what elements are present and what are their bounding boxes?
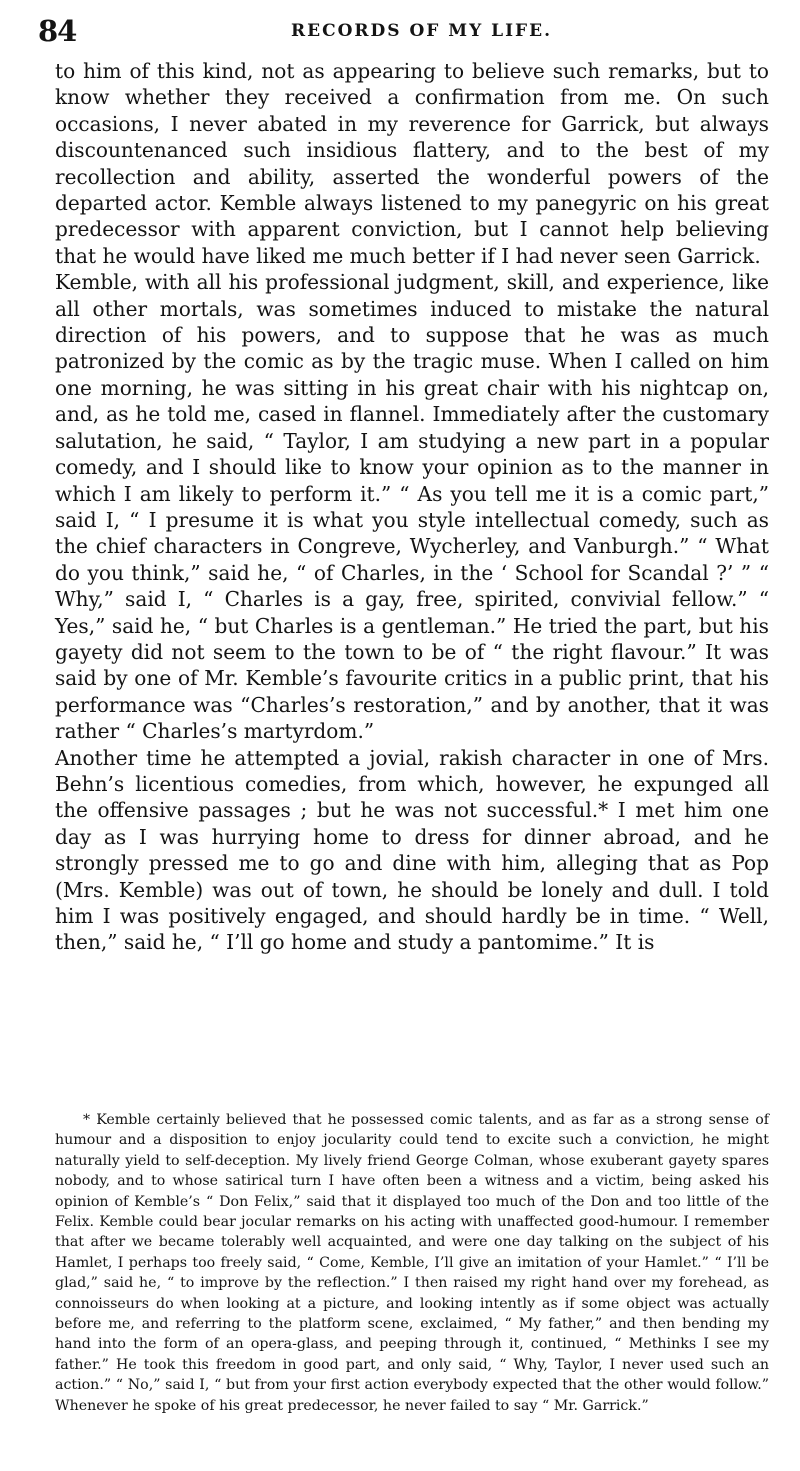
footnote [55, 1110, 769, 1416]
page-header [38, 14, 760, 54]
page-number: 84 [38, 14, 77, 48]
footnote-text: * Kemble certainly believed that he possessed comic talents, and as far as a strong sense of humour and a disposition to enjoy jocularity could tend to excite such a conviction, he might naturally yield to self-deception. My lively friend George Colman, whose exuberant gayety spares nobody, and to whose satirical turn I have often been a witness and a victim, being asked his opinion of Kemble’s “ Don Felix,” said that it displayed too much of the Don and too little of the Felix. Kemble could bear jocular remarks on his acting with unaffected good-humour. I remember that after we became tolerably well acquainted, and were one day talking on the subject of his Hamlet, I perhaps too freely said, “ Come, Kemble, I’ll give an imitation of your Hamlet.” “ I’ll be glad,” said he, “ to improve by the reflection.” I then raised my right hand over my forehead, as connoisseurs do when looking at a picture, and looking intently as if some object was actually before me, and referring to the platform scene, exclaimed, “ My father,” and then bending my hand into the form of an opera-glass, and peeping through it, continued, “ Methinks I see my father.” He took this freedom in good part, and only said, “ Why, Taylor, I never used such an action.” “ No,” said I, “ but from your first action everybody expected that the other would follow.” Whenever he spoke of his great predecessor, he never failed to say “ Mr. Garrick.” [55, 1112, 769, 1414]
paragraph-3: Another time he attempted a jovial, rakish character in one of Mrs. Behn’s licentious comedies, from which, however, he expunged all the offensive passages ; but he was not successful.* I met him one day as I was hurrying home to dress for dinner abroad, and he strongly pressed me to go and dine with him, alleging that as Pop (Mrs. Kemble) was out of town, he should be lonely and dull. I told him I was positively engaged, and should hardly be in time. “ Well, then,” said he, “ I’ll go home and study a pantomime.” It is [55, 745, 769, 955]
paragraph-2: Kemble, with all his professional judgment, skill, and experience, like all other mortals, was sometimes induced to mistake the natural direction of his powers, and to suppose that he was as much patronized by the comic as by the tragic muse. When I called on him one morning, he was sitting in his great chair with his nightcap on, and, as he told me, cased in flannel. Immediately after the customary salutation, he said, “ Taylor, I am studying a new part in a popular comedy, and I should like to know your opinion as to the manner in which I am likely to perform it.” “ As you tell me it is a comic part,” said I, “ I presume it is what you style intellectual comedy, such as the chief characters in Congreve, Wycherley, and Vanburgh.” “ What do you think,” said he, “ of Charles, in the ‘ School for Scandal ?’ ” “ Why,” said I, “ Charles is a gay, free, spirited, convivial fellow.” “ Yes,” said he, “ but Charles is a gentleman.” He tried the part, but his gayety did not seem to the town to be of “ the right flavour.” It was said by one of Mr. Kemble’s favourite critics in a public print, that his performance was “Charles’s restoration,” and by another, that it was rather “ Charles’s martyrdom.” [55, 270, 769, 744]
main-text [55, 58, 769, 956]
running-head: RECORDS OF MY LIFE. [290, 21, 552, 41]
paragraph-1: to him of this kind, not as appearing to believe such remarks, but to know whether they received a confirmation from me. On such occasions, I never abated in my reverence for Garrick, but always discountenanced such insidious flattery, and to the best of my recollection and ability, asserted the wonderful powers of the departed actor. Kemble always listened to my panegyric on his great predecessor with apparent conviction, but I cannot help believing that he would have liked me much better if I had never seen Garrick. [55, 59, 769, 268]
